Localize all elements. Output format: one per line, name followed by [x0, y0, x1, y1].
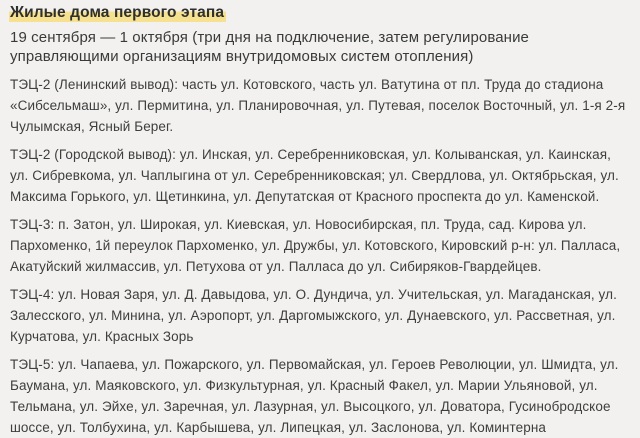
paragraph-tec-5: ТЭЦ-5: ул. Чапаева, ул. Пожарского, ул. Первомайская, ул. Героев Революции, ул. Шмидта, ул. Баумана, ул. Маяковского, ул. Физкультурная, ул. Красный Факел, ул. Марии Ульяновой, ул. Тельмана, ул. Эйхе, ул. Заречная, ул. Лазурная, ул. Высоцкого, ул. Доватора, Гусинобродское шоссе, ул. Толбухина, ул. Карбышева, ул. Липецкая, ул. Заслонова, ул. Коминтерна: [10, 357, 619, 435]
paragraph-tec-2-leninsky: ТЭЦ-2 (Ленинский вывод): часть ул. Котовского, часть ул. Ватутина от пл. Труда до стадиона «Сибсельмаш», ул. Пермитина, ул. Планировочная, ул. Путевая, поселок Восточный, ул. 1-я 2-я Чулымская, Ясный Берег.: [10, 77, 626, 134]
page-title: [10, 3, 632, 22]
paragraph-tec-3: ТЭЦ-3: п. Затон, ул. Широкая, ул. Киевская, ул. Новосибирская, пл. Труда, сад. Кирова ул. Пархоменко, 1й переулок Пархоменко, ул. Дружбы, ул. Котовского, Кировский р-н: ул. Палласа, Акатуйский жилмассив, ул. Петухова от ул. Палласа до ул. Сибиряков-Гвардейцев.: [10, 217, 621, 274]
paragraph-tec-4: ТЭЦ-4: ул. Новая Заря, ул. Д. Давыдова, ул. О. Дундича, ул. Учительская, ул. Магаданская, ул. Залесского, ул. Минина, ул. Аэропорт, ул. Даргомыжского, ул. Дунаевского, ул. Рассветная, ул. Курчатова, ул. Красных Зорь: [10, 287, 617, 344]
date-range-note: 19 сентября — 1 октября (три дня на подключение, затем регулирование управляющими организациям внутридомовых систем отопления): [10, 29, 529, 65]
title-highlight-text: Жилые дома первого этапа: [10, 4, 225, 21]
paragraph-tec-2-gorodskoy: ТЭЦ-2 (Городской вывод): ул. Инская, ул. Серебренниковская, ул. Колыванская, ул. Каинская, ул. Сибревкома, ул. Чаплыгина от ул. Серебренниковская; ул. Свердлова, ул. Октябрьская, ул. Максима Горького, ул. Щетинкина, ул. Депутатская от Красного проспекта до ул. Каменской.: [10, 147, 619, 204]
